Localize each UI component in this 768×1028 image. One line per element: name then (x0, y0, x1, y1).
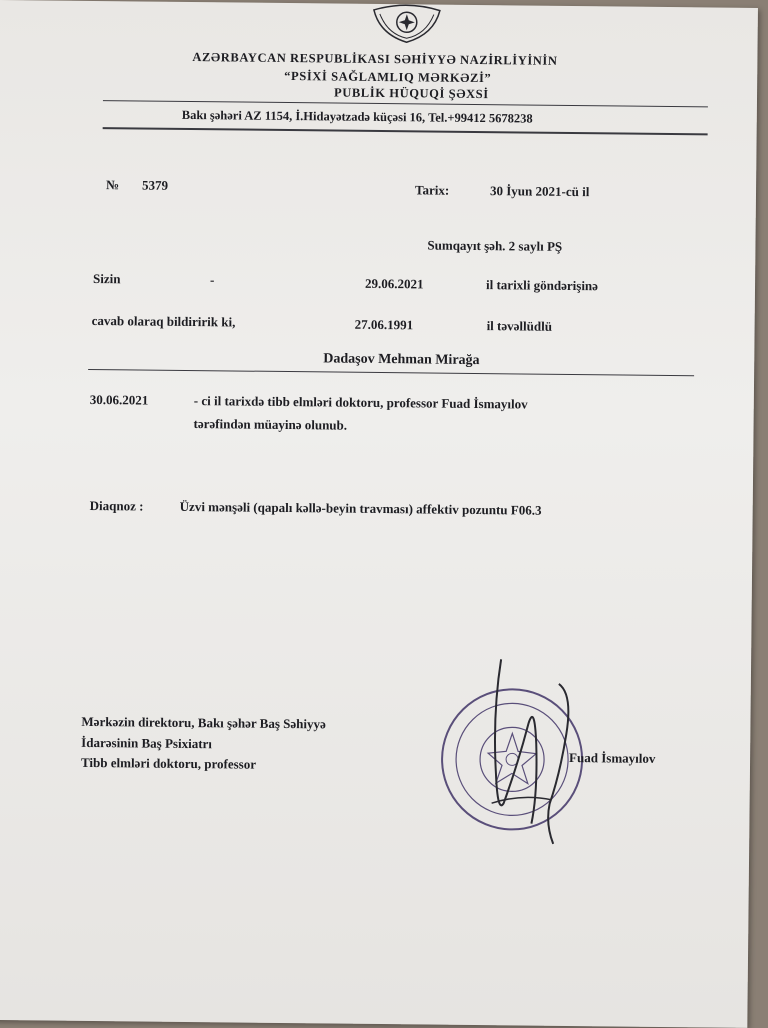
diagnosis-text: Üzvi mənşəli (qapalı kəllə-beyin travması) affektiv pozuntu F06.3 (179, 498, 542, 518)
number-label: № (105, 177, 120, 193)
diagnosis-label: Diaqnoz : (89, 497, 144, 514)
header-ministry: AZƏRBAYCAN RESPUBLİKASI SƏHİYYƏ NAZİRLİYİNİN (192, 50, 558, 68)
patient-name: Dadaşov Mehman Mirağa (323, 351, 480, 369)
birth-date: 27.06.1991 (354, 316, 414, 333)
signatory-name: Fuad İsmayılov (569, 750, 656, 766)
referral-date: 29.06.2021 (364, 275, 424, 292)
exam-text-line2: tərəfindən müayinə olunub. (193, 416, 348, 433)
row1-dash: - (210, 272, 215, 288)
header-divider-bottom (103, 127, 708, 135)
row2-text: cavab olaraq bildiririk ki, (91, 312, 236, 330)
header-address: Bakı şəhəri AZ 1154, İ.Hidayətzadə küçəsi 16, Tel.+99412 5678238 (181, 107, 533, 126)
recipient: Sumqayıt şəh. 2 saylı PŞ (427, 237, 563, 254)
row1-text: Sizin (93, 270, 121, 287)
date-label: Tarix: (414, 182, 450, 198)
row1-suffix: il tarixli göndərişinə (485, 277, 599, 294)
exam-text-line1: - ci il tarixdə tibb elmləri doktoru, professor Fuad İsmayılov (193, 393, 528, 412)
patient-name-underline (88, 369, 694, 376)
signatory-title-line3: Tibb elmləri doktoru, professor (80, 754, 257, 772)
signatory-title-line2: İdarəsinin Baş Psixiatrı (81, 734, 213, 752)
exam-date: 30.06.2021 (89, 391, 149, 408)
signatory-title-line1: Mərkəzin direktoru, Bakı şəhər Baş Səhiyyə (81, 713, 326, 732)
state-emblem-icon (368, 4, 446, 45)
document-number: 5379 (141, 177, 169, 193)
row2-suffix: il təvəllüdlü (486, 318, 553, 334)
document-date: 30 İyun 2021-cü il (489, 183, 590, 200)
header-legal-entity: PUBLİK HÜQUQİ ŞƏXSİ (333, 85, 489, 102)
header-center-name: “PSİXİ SAĞLAMLIQ MƏRKƏZİ” (284, 68, 492, 86)
